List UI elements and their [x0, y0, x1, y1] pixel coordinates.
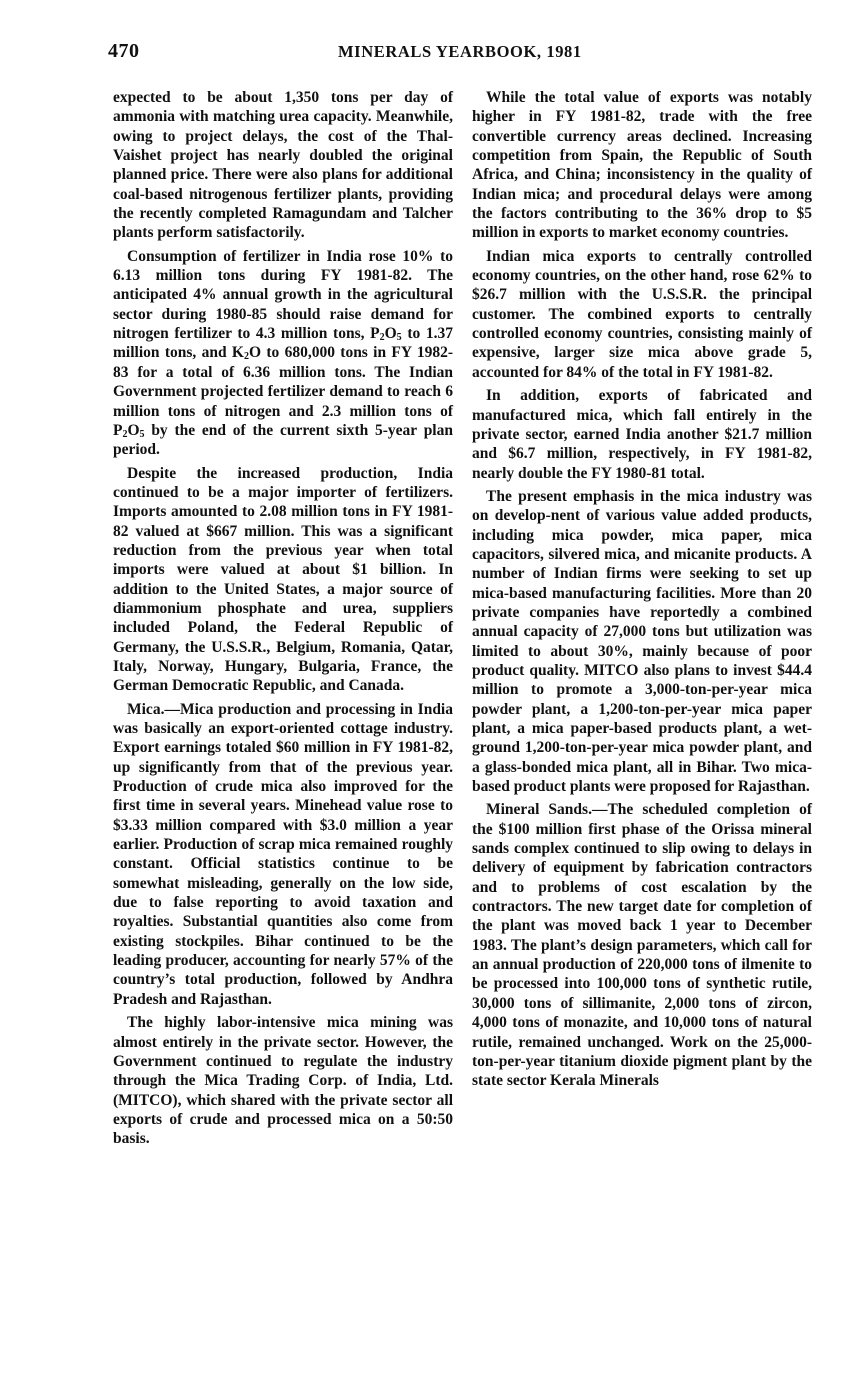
subscript: 5: [396, 332, 402, 344]
text-run: O: [384, 325, 397, 343]
page-header: [108, 40, 814, 68]
paragraph-mica-mining: The highly labor-intensive mica mining was almost entirely in the private sector. However, the Government continued to regulate the industry through the Mica Trading Corp. of India, Ltd. (MITCO), which shared with the private sector all exports of crude and processed mica on a 50:50 basis.: [113, 1014, 453, 1148]
paragraph-mica: [113, 700, 453, 1010]
text-run: Mica production and processing in India was basically an export-oriented cottage industry. Export earnings totaled $60 million in FY 1981-82, up significantly from that of the previous year. Production of crude mica also improved for the first time in several years. Minehead value rose to $3.33 million compared with $3.0 million a year earlier. Production of scrap mica remained roughly constant. Official statistics continue to be somewhat misleading, generally on the low side, due to false reporting to avoid taxation and royalties. Substantial quantities also come from existing stockpiles. Bihar continued to be the leading producer, accounting for nearly 57% of the country’s total production, followed by Andhra Pradesh and Rajasthan.: [113, 700, 453, 1008]
subscript: 2: [243, 351, 249, 363]
text-run: Consumption of fertilizer in India rose 10% to 6.13 million tons during FY 1981-82. The anticipated 4% annual growth in the agricultural sector during 1980-85 should raise demand for nitrogen fertilizer to 4.3 million tons, P: [113, 247, 453, 343]
text-run: The scheduled completion of the $100 million first phase of the Orissa mineral sands complex continued to slip owing to delays in delivery of equipment by fabrication contractors and to problems of cost escalation by the contractors. The new target date for completion of the plant was moved back 1 year to December 1983. The plant’s design parameters, which call for an annual production of 220,000 tons of ilmenite to be processed into 100,000 tons of synthetic rutile, 30,000 tons of sillimanite, 2,000 tons of zircon, 4,000 tons of monazite, and 10,000 tons of natural rutile, remained unchanged. Work on the 25,000-ton-per-year titanium dioxide pigment plant by the state sector Kerala Minerals: [472, 801, 813, 1090]
paragraph-centrally-controlled-exports: Indian mica exports to centrally controlled economy countries, on the other hand, rose 62% to $26.7 million with the U.S.S.R. the principal customer. The combined exports to centrally controlled economy countries, consisting mainly of expensive, larger size mica above grade 5, accounted for 84% of the total in FY 1981-82.: [472, 247, 812, 381]
text-run: O: [127, 421, 140, 439]
running-title: MINERALS YEARBOOK, 1981: [338, 42, 582, 61]
section-heading-mica: Mica.—: [127, 700, 180, 718]
paragraph-fabricated-mica: In addition, exports of fabricated and manufactured mica, which fall entirely in the private sector, earned India another $21.7 million and $6.7 million, respectively, in FY 1981-82, nearly double the FY 1980-81 total.: [472, 387, 812, 482]
paragraph-fertilizer-imports: Despite the increased production, India continued to be a major importer of fertilizers. Imports amounted to 2.08 million tons in FY 1981-82 valued at $667 million. This was a significant reduction from the previous year when total imports were valued at about $1 billion. In addition to the United States, a major source of diammonium phosphate and urea, suppliers included Poland, the Federal Republic of Germany, the U.S.S.R., Belgium, Romania, Qatar, Italy, Norway, Hungary, Bulgaria, France, the German Democratic Republic, and Canada.: [113, 464, 453, 695]
subscript: 2: [379, 332, 385, 344]
paragraph-mineral-sands: [472, 800, 812, 1090]
left-column: [113, 88, 453, 1153]
paragraph-thal-vaishet: expected to be about 1,350 tons per day of ammonia with matching urea capacity. Meanwhile, owing to project delays, the cost of the Thal-Vaishet project has nearly doubled the original planned price. There were also plans for additional coal-based nitrogenous fertilizer plants, providing the recently completed Ramagundam and Talcher plants perform satisfactorily.: [113, 89, 453, 242]
text-run: O to 680,000 tons in FY 1982-83 for a total of 6.36 million tons. The Indian Government projected fertilizer demand to reach 6 million tons of nitrogen and 2.3 million tons of P: [113, 344, 453, 439]
page-number: 470: [108, 40, 140, 62]
paragraph-fertilizer-consumption: [113, 247, 453, 460]
right-column: [472, 88, 812, 1095]
paragraph-export-value: While the total value of exports was notably higher in FY 1981-82, trade with the free convertible currency areas declined. Increasing competition from Spain, the Republic of South Africa, and China; inconsistency in the quality of Indian mica; and procedural delays were among the factors contributing to the 36% drop to $5 million in exports to market economy countries.: [472, 89, 812, 242]
subscript: 5: [139, 428, 145, 440]
text-run: to 1.37 million tons, and K: [113, 325, 453, 362]
section-heading-mineral-sands: Mineral Sands.—: [486, 801, 608, 819]
subscript: 2: [122, 428, 128, 440]
text-run: by the end of the current sixth 5-year plan period.: [113, 421, 453, 459]
paragraph-value-added-products: The present emphasis in the mica industry was on develop-nent of various value added products, including mica powder, mica paper, mica capacitors, silvered mica, and micanite products. A number of Indian firms were seeking to set up mica-based manufacturing facilities. More than 20 private companies have reportedly a combined annual capacity of 27,000 tons but utilization was limited to about 30%, mainly because of poor product quality. MITCO also plans to invest $44.4 million to promote a 3,000-ton-per-year mica powder plant, a 1,200-ton-per-year mica paper plant, a mica paper-based products plant, a wet-ground 1,200-ton-per-year mica powder plant, and a glass-bonded mica plant, all in Bihar. Two mica-based product plants were proposed for Rajasthan.: [472, 487, 812, 796]
